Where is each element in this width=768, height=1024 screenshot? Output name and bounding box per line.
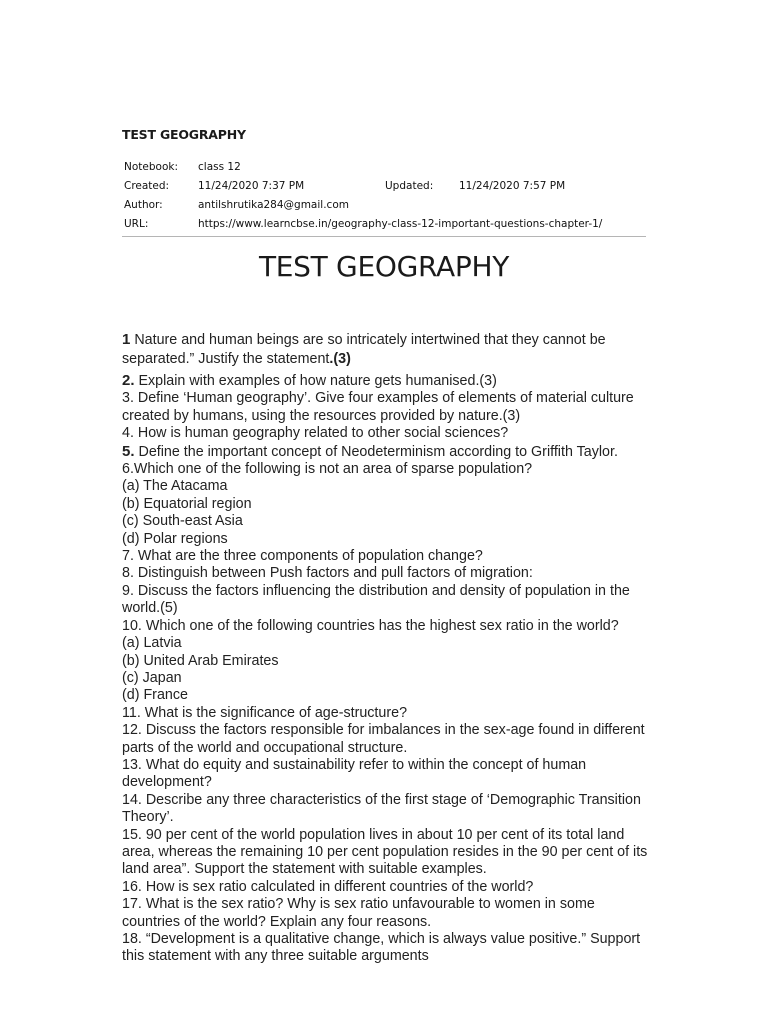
- question-2: [122, 372, 652, 390]
- page-title: TEST GEOGRAPHY: [258, 250, 509, 283]
- question-10: 10. Which one of the following countries has the highest sex ratio in the world?: [122, 617, 619, 634]
- question-list: [122, 330, 652, 966]
- question-5: [122, 443, 652, 461]
- question-5-text: Define the important concept of Neodeterminism according to Griffith Taylor.: [134, 443, 618, 460]
- notebook-label: Notebook:: [124, 161, 178, 173]
- question-6-option-c: (c) South-east Asia: [122, 513, 243, 530]
- question-10-option-b: (b) United Arab Emirates: [122, 652, 279, 669]
- question-11: 11. What is the significance of age-structure?: [122, 704, 408, 721]
- url-label: URL:: [124, 218, 149, 230]
- question-1: [122, 330, 652, 369]
- question-16: 16. How is sex ratio calculated in different countries of the world?: [122, 878, 534, 895]
- meta-row-author: [122, 196, 646, 215]
- question-6-option-b: (b) Equatorial region: [122, 495, 252, 512]
- question-14: 14. Describe any three characteristics of the first stage of ‘Demographic Transition Theory’.: [122, 791, 641, 826]
- question-9: 9. Discuss the factors influencing the distribution and density of population in the world.(5): [122, 582, 630, 617]
- meta-row-url: [122, 215, 646, 234]
- question-10-option-d: (d) France: [122, 687, 188, 704]
- question-6-option-a: (a) The Atacama: [122, 478, 228, 495]
- meta-row-notebook: [122, 158, 646, 177]
- question-4: 4. How is human geography related to other social sciences?: [122, 425, 509, 442]
- meta-row-created: [122, 177, 646, 196]
- question-17: 17. What is the sex ratio? Why is sex ratio unfavourable to women in some countries of the world? Explain any four reasons.: [122, 896, 595, 930]
- updated-value: 11/24/2020 7:57 PM: [459, 180, 566, 192]
- question-10-option-a: (a) Latvia: [122, 635, 182, 652]
- question-2-text: Explain with examples of how nature gets humanised.(3): [134, 373, 497, 389]
- question-18: 18. “Development is a qualitative change, which is always value positive.” Support this statement with any three suitable arguments: [122, 931, 641, 965]
- question-15: 15. 90 per cent of the world population lives in about 10 per cent of its total land area, whereas the remaining 10 per cent population resides in the 90 per cent of its land area”. Support the statement with suitable examples.: [122, 826, 648, 878]
- question-1-text: Nature and human beings are so intricately intertwined that they cannot be separated.” Justify the statement: [122, 332, 606, 367]
- author-label: Author:: [124, 199, 163, 211]
- question-1-number: 1: [122, 331, 131, 348]
- created-label: Created:: [124, 180, 170, 192]
- question-6-option-d: (d) Polar regions: [122, 530, 228, 547]
- author-value: antilshrutika284@gmail.com: [198, 199, 349, 211]
- question-7: 7. What are the three components of population change?: [122, 548, 483, 565]
- note-metadata: [122, 158, 646, 234]
- question-2-number: 2.: [122, 372, 135, 389]
- metadata-divider: [122, 236, 646, 237]
- notebook-value: class 12: [198, 161, 241, 173]
- created-value: 11/24/2020 7:37 PM: [198, 180, 305, 192]
- url-link[interactable]: https://www.learncbse.in/geography-class-12-important-questions-chapter-1/: [198, 218, 603, 230]
- question-6: 6.Which one of the following is not an area of sparse population?: [122, 461, 533, 478]
- question-1-marks: .(3): [329, 351, 351, 367]
- question-3: 3. Define ‘Human geography’. Give four examples of elements of material culture created by humans, using the resources provided by nature.(3): [122, 390, 634, 424]
- note-header-title: TEST GEOGRAPHY: [122, 127, 246, 142]
- updated-label: Updated:: [385, 180, 434, 192]
- question-12: 12. Discuss the factors responsible for imbalances in the sex-age found in different parts of the world and occupational structure.: [122, 722, 645, 756]
- question-5-number: 5.: [122, 442, 135, 460]
- question-10-option-c: (c) Japan: [122, 669, 182, 686]
- question-13: 13. What do equity and sustainability refer to within the concept of human development?: [122, 756, 587, 791]
- question-8: 8. Distinguish between Push factors and pull factors of migration:: [122, 565, 533, 582]
